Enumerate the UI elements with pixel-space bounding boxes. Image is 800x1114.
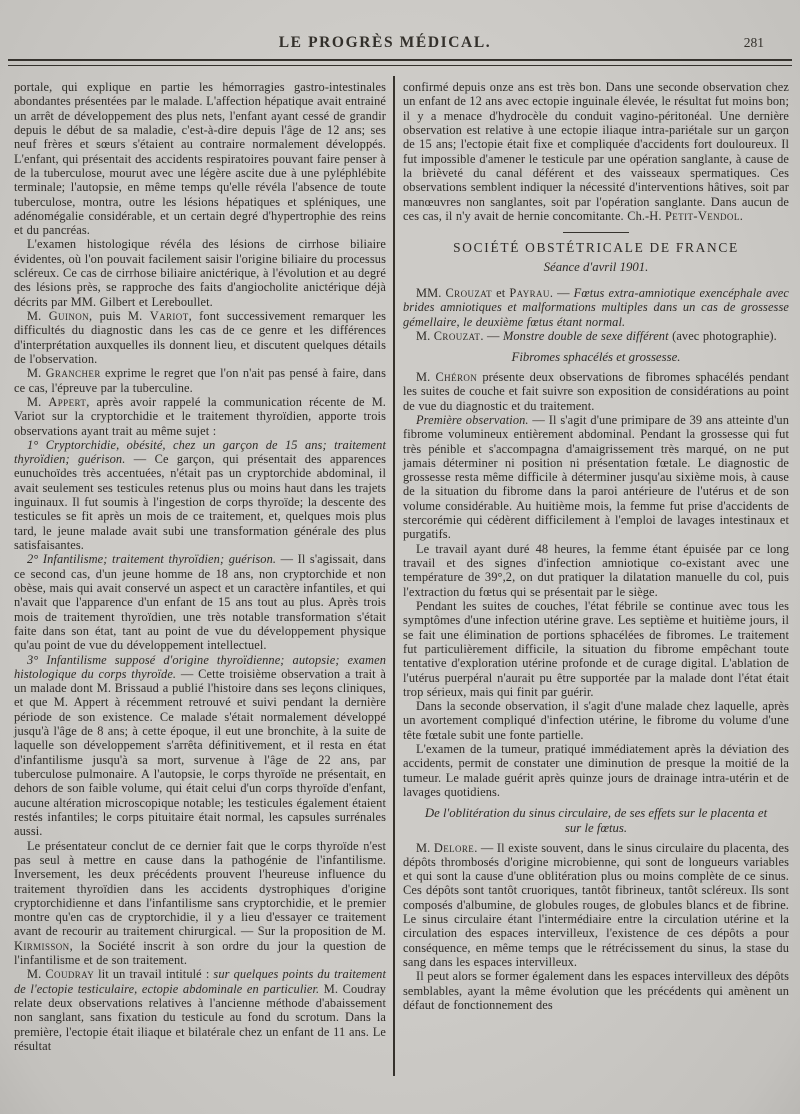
person-name: Variot [149,309,189,323]
text-run: . — [549,286,574,301]
person-name: Kirmisson [14,938,70,953]
session-date-line: Séance d'avril 1901. [543,260,649,275]
communication-subheading: Fibromes sphacélés et grossesse. [511,350,681,365]
paragraph [403,599,789,699]
paragraph [14,653,386,839]
text-run: Le travail ayant duré 48 heures, la femme étant épuisée par ce long travail et des signes d'infection amniotique co-existant avec une température de 39°,2, on dut pratiquer la dilatation manuelle du col, puis l'extraction du fœtus qui se présentait par le siège. [403,541,789,599]
person-name: Payrau [509,286,550,301]
person-name: Delore [433,840,475,855]
text-run: M. [27,309,49,323]
paragraph [14,839,386,968]
text-run: — Ce garçon, qui présentait des apparences eunuchoïdes très accentuées, n'était pas un cryptorchide abdominal, il avait seulement ses testicules retenus plus ou moins haut dans les trajets inguinaux. Il fut soumis à l'ingestion de corps thyroïde; la descente des testicules se fit après un mois de ce traitement, et, quelques mois plus tard, le jeune malade avait subi une transformation générale des plus satisfaisantes. [14,452,386,552]
person-name: Coudray [45,967,95,982]
paragraph [403,969,789,1012]
person-name: Grancher [45,366,101,381]
person-name: Guinon [48,309,90,323]
text-run: M. [416,840,434,855]
text-run: (avec photographie). [668,329,777,344]
text-run: M. [416,329,434,344]
paragraph [403,699,789,742]
person-name: Appert [48,394,87,409]
text-run: . — Il existe souvent, dans le sinus circulaire du placenta, des dépôts thrombosés d'origine microbienne, qui sont de longueurs variables et qui sont la cause d'une oblitération plus ou moins complète de ce sinus. Ces dépôts sont tantôt cruoriques, tantôt fibrineux, tantôt scléreux. Ils sont composés d'albumine, de globules rouges, de globules blancs et de fibrine. Le sinus circulaire étant l'intermédiaire entre la circulation utérine et la circulation des espaces intervilleux, l'existence de ces dépôts a pour conséquence, en même temps que le rétrécissement du sinus, la stase du sang dans les espaces intervilleux. [403,840,789,970]
person-name: Chéron [435,369,478,384]
paragraph [14,366,386,395]
text-run: M. [27,394,49,409]
text-run: — Il s'agissait, dans ce second cas, d'un jeune homme de 18 ans, non cryptorchide et non obèse, mais qui avait conservé un aspect et un caractère infantiles, et qui n'avait que l'apparence d'un enfant de 15 ans tout au plus. Après trois mois de traitement thyroïdien, une très notable transformation s'était faite dans son état, tant au point de vue du développement physique qu'au point de vue du développement intellectuel. [14,552,386,653]
left-column [14,80,386,1053]
paragraph [403,841,789,970]
text-run: confirmé depuis onze ans est très bon. Dans une seconde observation chez un enfant de 12 ans avec ectopie inguinale élevée, le résultat fut moins bon; il y a menace d'hydrocèle du conduit vagino-péritonéal. Une dernière observation est relative à une ectopie iliaque intra-pariétale sur un garçon de 15 ans; l'ectopie était fixe et compliquée d'accidents fort douloureux. Il fut impossible d'amener le testicule par une opération sanglante, à cause de la brièveté du canal déférent et des vaisseaux spermatiques. Ces observations semblent indiquer la nécessité d'interventions hâtives, soit par manœuvres non sanglantes, soit par l'opération sanglante. Dans aucun de ces cas, il n'y avait de hernie concomitante. Ch.-H. [403,80,789,223]
person-name: Petit-Vendol [664,208,740,223]
section-separator-rule [563,232,629,233]
text-run: , après avoir rappelé la communication récente de M. Variot sur la cryptorchidie et le traitement thyroïdien, apporte trois observations ayant trait au même sujet : [14,394,387,438]
section-heading: SOCIÉTÉ OBSTÉTRICALE DE FRANCE [453,240,739,256]
text-run: L'examen histologique révéla des lésions de cirrhose biliaire évidentes, où l'on pouvait facilement saisir l'origine biliaire du processus scléreux. Ce cas de cirrhose biliaire anictérique, à l'évolution et au degré des lésions près, se rapproche des faits d'angiocholite anictérique déjà décrits par MM. Gilbert et Lereboullet. [14,237,386,309]
paragraph [14,309,386,366]
page-header [0,34,800,56]
paragraph [403,329,789,343]
communication-subheading: De l'oblitération du sinus circulaire, de ses effets sur le placenta et sur le fœtus. [424,806,768,835]
text-run: M. [27,366,46,381]
text-run: Fœtus extra-amniotique exencéphale avec brides amniotiques et malformations multiples dans un cas de grossesse gémellaire, le deuxième fœtus étant normal. [403,286,789,329]
text-run: portale, qui explique en partie les hémorragies gastro-intestinales abondantes présentées par le malade. L'affection hépatique avait entrainé un arrêt de développement des plus nets, l'enfant ayant cessé de grandir depuis le début de sa maladie, c'est-à-dire depuis l'âge de 12 ans; ses neuf frères et sœurs s'étaient au contraire normalement développés. L'enfant, qui présentait des accidents respiratoires pouvant faire penser à de la tuberculose, mourut avec une légère ascite due à une pyléphlébite terminale; l'autopsie, en même temps qu'elle révéla l'absence de toute tuberculose, montra, outre les lésions hépatiques et spléniques, une adénomégalie considérable, et un certain degré d'hypertrophie des reins et du pancréas. [14,80,386,238]
text-run: M. [27,967,46,982]
paragraph [14,395,386,438]
text-run: 2° Infantilisme; traitement thyroïdien; guérison. [27,552,277,567]
text-run: Pendant les suites de couches, l'état fébrile se continue avec tous les symptômes d'une infection utérine grave. Les septième et huitième jours, il se fait une élimination de portions sphacélées de fibromes. Le traitement fut particulièrement difficile, la situation du fibrome empêchant toute tentative d'exploration utérine profonde et de curage digital. L'ablation de l'utérus puerpéral n'aurait pu être supportée par la malade dont l'état était trop sérieux, mais qui finit par guérir. [403,598,789,699]
paragraph [403,742,789,799]
text-run: 3° Infantilisme supposé d'origine thyroïdienne; autopsie; examen histologique du corps thyroïde. [14,652,386,681]
paragraph [403,413,789,542]
text-run: , font successivement remarquer les difficultés du diagnostic dans les cas de ce genre et les différences d'interprétation auxquelles ils donnent lieu, et discutent quelques détails de l'observation. [14,309,387,366]
text-run: L'examen de la tumeur, pratiqué immédiatement après la déviation des accidents, permit de constater une diminution de presque la moitié de la tumeur. Le malade guérit après quinze jours de drainage intra-utérin et de lavages quotidiens. [403,742,789,800]
text-run: lit un travail intitulé : [94,967,214,982]
text-run: 1° Cryptorchidie, obésité, chez un garçon de 15 ans; traitement thyroïdien; guérison. [14,437,386,467]
paragraph [403,370,789,413]
paragraph [14,237,386,309]
text-run: — Il s'agit d'une primipare de 39 ans atteinte d'un fibrome volumineux entièrement abdominal. Pendant la grossesse qui fut très pénible et s'accompagna d'amaigrissement très marqué, on ne put jamais déterminer ni position ni présentation fœtale. Le diagnostic de grossesse resta même difficile à déterminer jusqu'au sixième mois, à cause de la situation du fibrome dans la paroi antérieure de l'utérus et de son volume considérable. Au huitième mois, la femme fut prise d'accidents de stercorémie qui cédèrent difficilement à l'emploi de lavages intestinaux et purgatifs. [403,412,789,542]
text-run: et [492,286,510,301]
text-run: Le présentateur conclut de ce dernier fait que le corps thyroïde n'est pas seul à mettre en cause dans la pathogénie de l'infantilisme. Inversement, les deux précédents prouvent l'heureuse influence du traitement thyroïdien dans les accidents dystrophiques d'origine cryptorchidienne et dans l'infantilisme sans cryptorchidie, et le premier montre qu'en cas de cryptorchidie, il y a lieu d'essayer ce traitement avant de recourir au traitement chirurgical. — Sur la proposition de M. [14,838,386,939]
right-column [403,80,789,1012]
journal-title: LE PROGRÈS MÉDICAL. [278,34,492,51]
paragraph [14,552,386,652]
text-run: M. Coudray relate deux observations relatives à l'ancienne méthode d'abaissement non sanglant, sans fixation du testicule au fond du scrotum. Dans la première, l'ectopie était iliaque et bilatérale chez un enfant de 11 ans. Le résultat [14,981,386,1053]
paragraph [403,286,789,329]
person-name: Crouzat [433,329,481,344]
paragraph [14,80,386,237]
text-run: . — [480,329,503,344]
text-run: Dans la seconde observation, il s'agit d'une malade chez laquelle, après un avortement compliqué d'infection utérine, le fibrome du volume d'une tête fœtale subit une fonte partielle. [403,699,789,742]
paragraph [14,438,386,553]
person-name: Crouzat [445,286,493,301]
text-run: présente deux observations de fibromes sphacélés pendant les suites de couche et fait suivre son exposition de considérations au point de vue du diagnostic et du traitement. [403,369,789,413]
page-number: 281 [743,35,764,50]
paragraph [403,80,789,223]
text-run: — Cette troisième observation a trait à un malade dont M. Brissaud a publié l'histoire dans ses leçons cliniques, et que M. Appert à récemment retrouvé et suivi pendant la dernière période de son existence. Ce malade s'était normalement développé jusqu'à l'âge de 8 ans; à cette époque, il eut une bronchite, à la suite de laquelle son développement s'arrêta définitivement, et il resta en état d'infantilisme jusqu'à sa mort, survenue à l'âge de 22 ans, par tuberculose pulmonaire. A l'autopsie, le corps thyroïde ne présentait, en dehors de son faible volume, qui était celui d'un corps thyroïde d'enfant, aucune altération microscopique notable; les testicules également étaient restés infantiles; le corps pituitaire était normal, les capsules surrénales aussi. [14,666,387,839]
paragraph [14,967,386,1053]
text-run: MM. [416,286,446,301]
paragraph [403,542,789,599]
text-run: Il peut alors se former également dans les espaces intervilleux des dépôts semblables, ayant la même évolution que les précédents qui amènent un défaut de fonctionnement des [403,969,789,1012]
text-run: M. [416,369,436,384]
text-run: Première observation. [416,412,529,427]
text-run: , puis M. [89,309,150,323]
text-run: , la Société inscrit à son ordre du jour la question de l'infantilisme et de son traitement. [14,938,386,968]
text-run: sur quelques points du traitement de l'ectopie testiculaire, ectopie abdominale en particulier. [14,967,387,996]
text-run: Monstre double de sexe différent [502,329,669,344]
text-run: exprime le regret que l'on n'ait pas pensé à faire, dans ce cas, l'épreuve par la tuberculine. [14,366,387,395]
column-divider-rule [393,76,395,1076]
text-run: . [739,208,743,223]
header-double-rule [8,59,792,66]
